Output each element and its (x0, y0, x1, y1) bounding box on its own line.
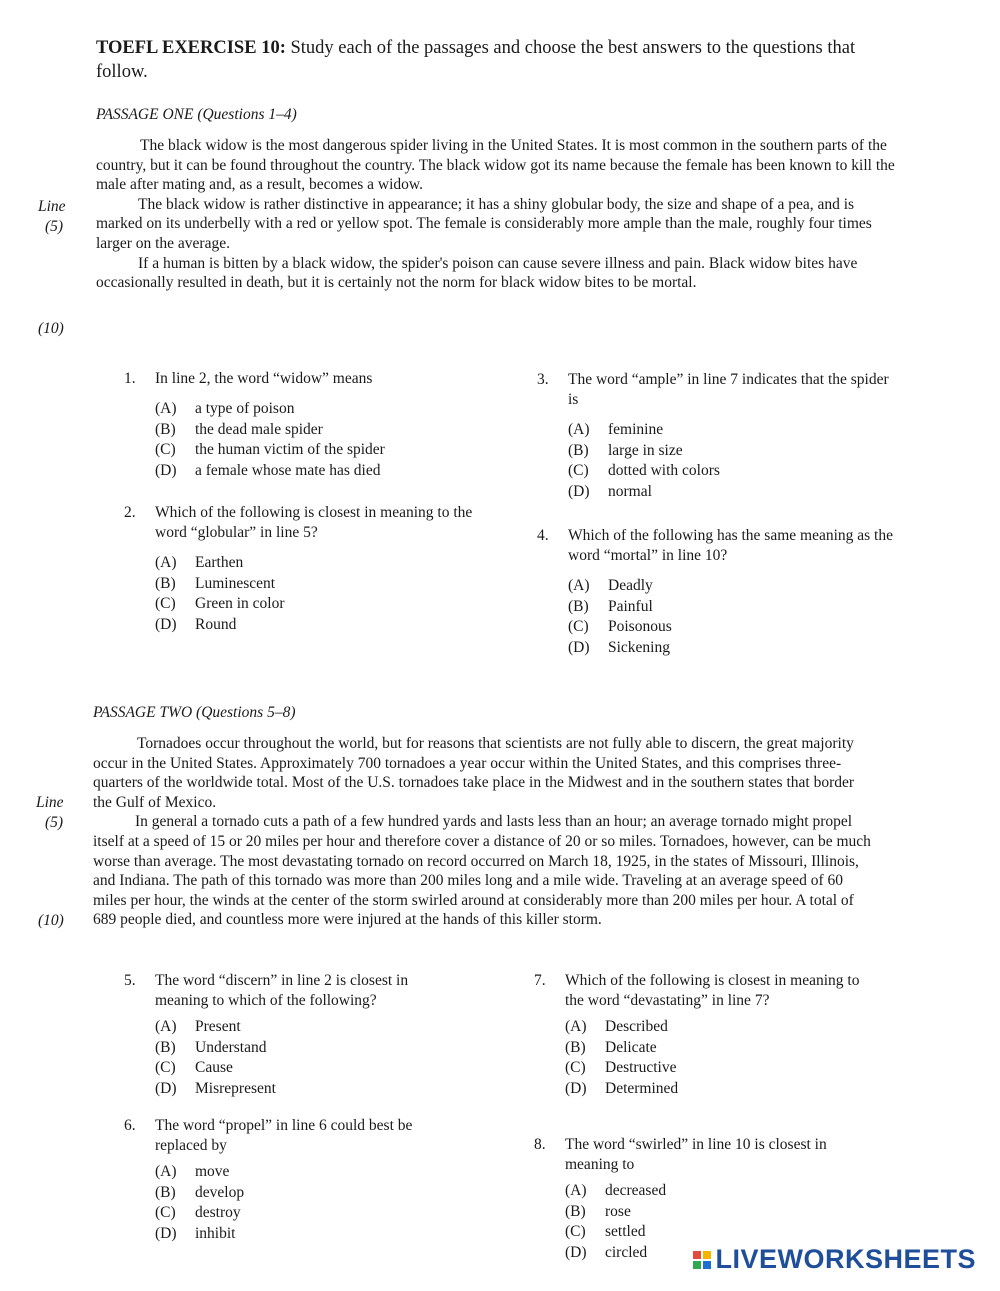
answer-option-a[interactable] (155, 553, 489, 574)
line-marker-10: (10) (38, 320, 64, 337)
option-text: Determined (605, 1079, 679, 1097)
answer-option-a[interactable] (565, 1181, 874, 1202)
option-text: a type of poison (195, 400, 295, 417)
option-text: Earthen (195, 554, 244, 571)
option-text: dotted with colors (608, 462, 720, 479)
option-letter: (C) (155, 595, 176, 612)
passage-one-text (96, 136, 896, 293)
option-letter: (B) (568, 441, 589, 459)
option-letter: (C) (565, 1059, 586, 1076)
option-text: Understand (195, 1038, 267, 1056)
option-text: Destructive (605, 1059, 677, 1076)
option-letter: (A) (155, 554, 177, 571)
option-letter: (C) (568, 618, 589, 635)
exercise-title-bold: TOEFL EXERCISE 10: (96, 38, 286, 58)
question-stem: Which of the following has the same meaning as the word “mortal” in line 10? (568, 527, 893, 564)
answer-option-c[interactable] (155, 440, 464, 461)
option-text: Painful (608, 597, 653, 615)
answer-option-c[interactable] (155, 594, 489, 615)
passage-one-paragraph-1: The black widow is the most dangerous spider living in the United States. It is most common in the southern parts of the country, but it can be found throughout the country. The black widow got its name because the female has been known to kill the male after mating and, as a result, becomes a widow. (96, 137, 895, 194)
answer-option-a[interactable] (565, 1017, 864, 1038)
logo-squares-icon (693, 1251, 711, 1269)
line-marker-label: Line (36, 794, 64, 811)
answer-option-a[interactable] (155, 1017, 454, 1038)
option-text: decreased (605, 1182, 667, 1199)
passage-two-paragraph-2: In general a tornado cuts a path of a few hundred yards and lasts less than an hour; an average tornado might propel itself at a speed of 15 or 20 miles per hour and therefore cover a distance of 20 or so miles. Tornadoes, however, can be much worse than average. The most devastating tornado on record occurred on March 18, 1925, in the states of Missouri, Illinois, and Indiana. The path of this tornado was more than 200 miles long and a mile wide. Traveling at an average speed of 60 miles per hour, the winds at the center of the storm swirled around at considerably more than 200 miles per hour. A total of 689 people died, and countless more were injured at the hands of this killer storm. (93, 813, 871, 929)
answer-option-d[interactable] (155, 615, 489, 636)
option-text: Luminescent (195, 574, 276, 592)
answer-option-b[interactable] (568, 597, 902, 618)
option-text: settled (605, 1223, 646, 1240)
option-letter: (B) (155, 420, 176, 438)
answer-option-c[interactable] (565, 1058, 864, 1079)
question-6 (124, 1116, 454, 1244)
option-letter: (A) (155, 1018, 177, 1035)
question-4 (537, 526, 902, 658)
option-letter: (C) (155, 1059, 176, 1076)
option-text: move (195, 1163, 230, 1180)
answer-option-b[interactable] (565, 1202, 874, 1223)
option-text: develop (195, 1183, 245, 1201)
question-number: 6. (124, 1117, 136, 1134)
option-letter: (D) (155, 1224, 177, 1242)
option-letter: (B) (565, 1038, 586, 1056)
option-text: destroy (195, 1204, 241, 1221)
option-text: circled (605, 1243, 648, 1261)
passage-two-paragraph-1: Tornadoes occur throughout the world, but for reasons that scientists are not fully able to discern, the great majority occur in the United States. Approximately 700 tornadoes a year occur within the United States, and this comprises three-quarters of the worldwide total. Most of the U.S. tornadoes take place in the Midwest and in the southern states that border the Gulf of Mexico. (93, 735, 855, 811)
question-number: 4. (537, 527, 549, 544)
question-number: 8. (534, 1136, 546, 1153)
option-letter: (A) (568, 421, 590, 438)
option-letter: (B) (155, 574, 176, 592)
option-letter: (A) (565, 1182, 587, 1199)
option-text: the dead male spider (195, 420, 323, 438)
option-letter: (D) (155, 615, 177, 633)
question-stem: The word “swirled” in line 10 is closest in meaning to (565, 1136, 827, 1173)
line-marker-5: (5) (45, 814, 64, 831)
option-letter: (C) (155, 1204, 176, 1221)
option-text: inhibit (195, 1224, 236, 1242)
option-letter: (B) (565, 1202, 586, 1220)
logo-square (693, 1261, 701, 1269)
question-stem: The word “discern” in line 2 is closest in meaning to which of the following? (155, 972, 409, 1009)
logo-square (693, 1251, 701, 1259)
passage-one-heading: PASSAGE ONE (Questions 1–4) (96, 106, 297, 123)
question-3 (537, 370, 902, 502)
answer-option-b[interactable] (155, 1183, 454, 1204)
passage-one-paragraph-3: If a human is bitten by a black widow, the spider's poison can cause severe illness and pain. Black widow bites have occasionally resulted in death, but it is certainly not the norm for black widow bites to be mortal. (96, 254, 858, 292)
option-letter: (C) (155, 441, 176, 458)
option-letter: (D) (565, 1079, 587, 1097)
option-letter: (D) (565, 1243, 587, 1261)
answer-option-b[interactable] (155, 1038, 454, 1059)
question-1 (124, 369, 464, 481)
logo-square (703, 1261, 711, 1269)
exercise-title (96, 36, 906, 84)
answer-option-c[interactable] (568, 617, 902, 638)
line-marker-label: Line (38, 198, 66, 215)
option-letter: (D) (155, 1079, 177, 1097)
option-letter: (B) (568, 597, 589, 615)
option-text: Sickening (608, 638, 670, 656)
option-text: Deadly (608, 577, 653, 594)
option-text: Cause (195, 1059, 233, 1076)
option-text: Described (605, 1018, 668, 1035)
option-letter: (C) (565, 1223, 586, 1240)
option-letter: (C) (568, 462, 589, 479)
option-letter: (B) (155, 1038, 176, 1056)
option-text: Green in color (195, 595, 285, 612)
question-stem: In line 2, the word “widow” means (155, 370, 373, 387)
answer-option-a[interactable] (568, 576, 902, 597)
option-text: the human victim of the spider (195, 441, 385, 458)
exercise-title-instructions: Study each of the passages and choose the best answers to the questions that follow. (96, 38, 856, 82)
line-marker-10: (10) (38, 912, 64, 929)
option-text: Round (195, 615, 237, 633)
option-text: Misrepresent (195, 1079, 276, 1097)
answer-option-d[interactable] (155, 1079, 454, 1100)
question-number: 1. (124, 370, 136, 387)
question-stem: The word “propel” in line 6 could best be replaced by (155, 1117, 413, 1154)
question-stem: Which of the following is closest in meaning to the word “globular” in line 5? (155, 504, 473, 541)
option-letter: (D) (155, 461, 177, 479)
question-stem: The word “ample” in line 7 indicates that the spider is (568, 371, 889, 408)
passage-two-heading: PASSAGE TWO (Questions 5–8) (93, 704, 296, 721)
option-text: feminine (608, 421, 664, 438)
answer-option-d[interactable] (568, 638, 902, 659)
question-5 (124, 971, 454, 1099)
answer-option-d[interactable] (155, 461, 464, 482)
answer-option-a[interactable] (155, 1162, 454, 1183)
answer-option-c[interactable] (155, 1203, 454, 1224)
answer-option-b[interactable] (155, 420, 464, 441)
option-letter: (A) (568, 577, 590, 594)
answer-option-d[interactable] (155, 1224, 454, 1245)
option-letter: (D) (568, 482, 590, 500)
option-text: Delicate (605, 1038, 657, 1056)
question-2 (124, 503, 489, 635)
option-text: a female whose mate has died (195, 461, 381, 479)
option-text: normal (608, 482, 652, 500)
option-letter: (D) (568, 638, 590, 656)
answer-option-c[interactable] (568, 461, 902, 482)
logo-square (703, 1251, 711, 1259)
logo-text: LIVEWORKSHEETS (715, 1244, 976, 1274)
question-number: 5. (124, 972, 136, 989)
option-letter: (A) (155, 1163, 177, 1180)
option-text: Present (195, 1018, 241, 1035)
answer-option-a[interactable] (568, 420, 902, 441)
passage-one-paragraph-2: The black widow is rather distinctive in appearance; it has a shiny globular body, the size and shape of a pea, and is marked on its underbelly with a red or yellow spot. The female is considerably more ample than the male, roughly four times larger on the average. (96, 195, 872, 252)
answer-option-c[interactable] (565, 1222, 874, 1243)
passage-two-text (93, 734, 871, 930)
answer-option-c[interactable] (155, 1058, 454, 1079)
liveworksheets-logo[interactable] (693, 1244, 976, 1275)
question-stem: Which of the following is closest in meaning to the word “devastating” in line 7? (565, 972, 860, 1009)
answer-option-a[interactable] (155, 399, 464, 420)
question-number: 3. (537, 371, 549, 388)
option-text: Poisonous (608, 618, 672, 635)
question-number: 2. (124, 504, 136, 521)
answer-option-b[interactable] (155, 574, 489, 595)
option-letter: (A) (565, 1018, 587, 1035)
answer-option-d[interactable] (565, 1079, 864, 1100)
question-7 (534, 971, 864, 1099)
option-text: rose (605, 1202, 631, 1220)
question-number: 7. (534, 972, 546, 989)
answer-option-b[interactable] (565, 1038, 864, 1059)
option-letter: (A) (155, 400, 177, 417)
answer-option-d[interactable] (568, 482, 902, 503)
answer-option-b[interactable] (568, 441, 902, 462)
option-text: large in size (608, 441, 683, 459)
line-marker-5: (5) (45, 218, 64, 235)
option-letter: (B) (155, 1183, 176, 1201)
